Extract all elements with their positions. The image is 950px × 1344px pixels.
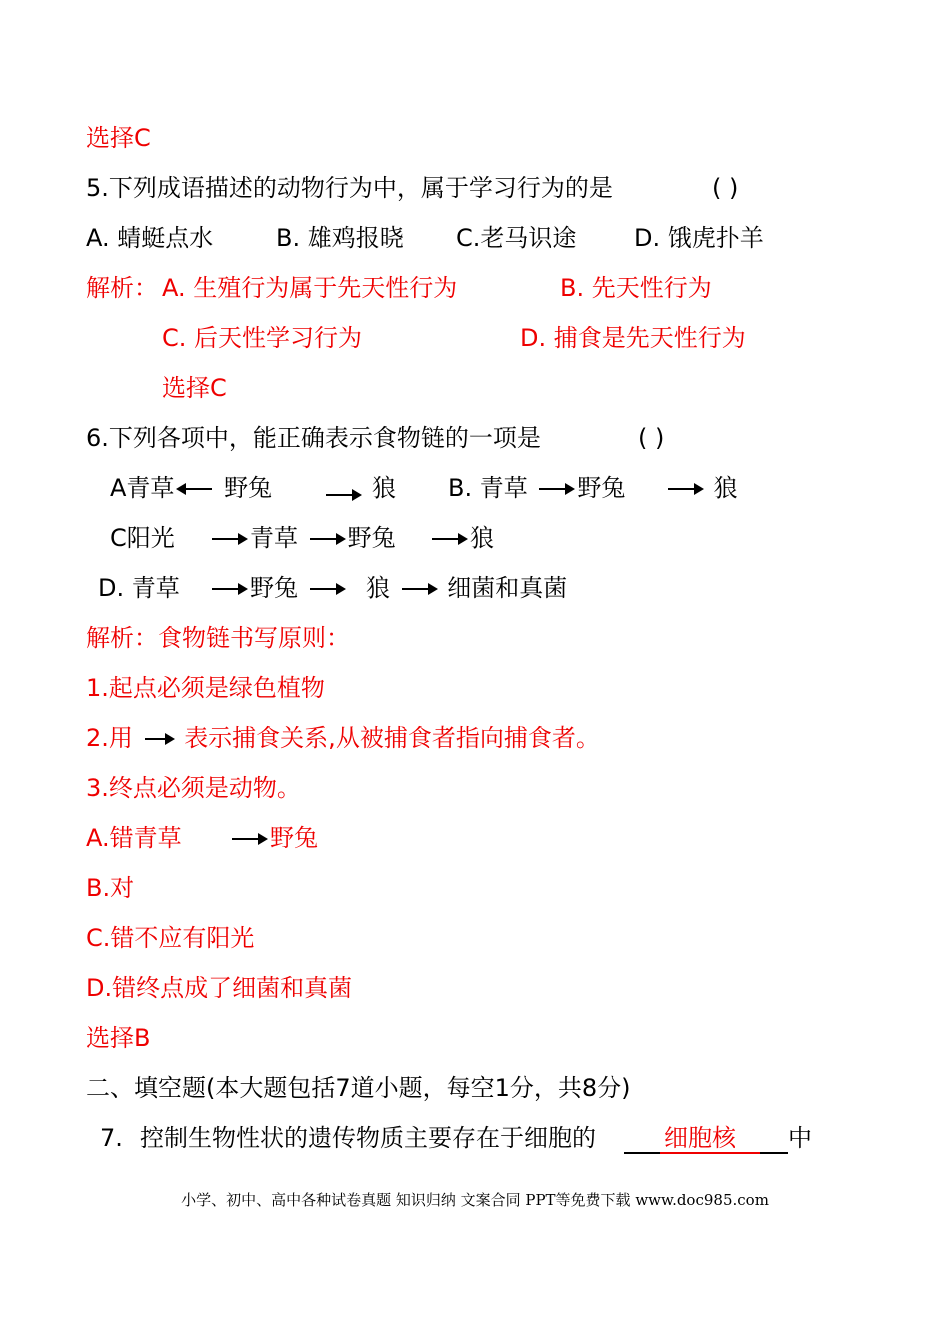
q6-judge-a	[86, 823, 182, 853]
q6-judge-d: D.错终点成了细菌和真菌	[86, 974, 353, 1002]
q5-option-c: C.老马识途	[456, 224, 577, 252]
q6-c-item2: 青草	[250, 524, 298, 552]
q6-answer: 选择B	[86, 1024, 151, 1052]
q6-option-a	[110, 473, 272, 503]
blank-underline	[624, 1126, 660, 1154]
q7-answer: 细胞核	[660, 1124, 760, 1154]
right-arrow-icon	[402, 588, 436, 590]
q6-d-label: D. 青草	[98, 574, 180, 602]
right-arrow-icon	[539, 488, 573, 490]
q6-answer-paren: ( )	[638, 424, 665, 452]
q6-d-item4: 细菌和真菌	[447, 574, 568, 602]
q6-b-label: B. 青草	[448, 474, 528, 502]
section-heading: 二、填空题(本大题包括7道小题，每空1分，共8分)	[86, 1074, 631, 1102]
q5-stem: 5.下列成语描述的动物行为中，属于学习行为的是	[86, 174, 613, 202]
q6-d-tail	[366, 573, 567, 603]
q5-explanation-d: D. 捕食是先天性行为	[520, 324, 746, 352]
q6-judge-a-tail	[228, 823, 318, 853]
q6-rule-2-prefix: 2.用	[86, 724, 133, 752]
q6-option-b	[448, 473, 625, 503]
q5-answer-paren: ( )	[712, 174, 739, 202]
q6-rule-2-text: 表示捕食关系,从被捕食者指向捕食者。	[184, 724, 600, 752]
q6-judge-a-prefix: A.错青草	[86, 824, 182, 852]
q6-judge-a-post: 野兔	[270, 824, 318, 852]
q7-blank	[624, 1123, 812, 1154]
q6-a-item2: 野兔	[224, 474, 273, 502]
right-arrow-icon	[310, 588, 344, 590]
q7-number: 7.	[100, 1124, 123, 1152]
q5-option-a: A. 蜻蜓点水	[86, 224, 214, 252]
right-arrow-icon	[322, 479, 364, 509]
q7-tail: 中	[788, 1124, 812, 1152]
q6-rule-2	[86, 723, 600, 753]
right-arrow-icon	[212, 538, 246, 540]
q6-b-item2: 野兔	[577, 474, 626, 502]
q7-stem: 控制生物性状的遗传物质主要存在于细胞的	[140, 1124, 596, 1152]
q6-c-item3: 野兔	[347, 524, 396, 552]
blank-underline	[760, 1126, 788, 1154]
q6-b-item3: 狼	[713, 474, 738, 502]
q4-answer: 选择C	[86, 124, 151, 152]
page-footer: 小学、初中、高中各种试卷真题 知识归纳 文案合同 PPT等免费下载 www.doc985.com	[181, 1191, 769, 1209]
q5-option-d: D. 饿虎扑羊	[634, 224, 764, 252]
right-arrow-icon	[668, 488, 702, 490]
q6-a-item3: 狼	[372, 474, 396, 502]
q5-answer: 选择C	[162, 374, 227, 402]
right-arrow-icon	[212, 588, 246, 590]
q5-explanation-label: 解析：	[86, 274, 158, 302]
q6-stem: 6.下列各项中，能正确表示食物链的一项是	[86, 424, 541, 452]
right-arrow-icon	[310, 538, 344, 540]
q6-b-tail	[664, 473, 738, 503]
q6-option-c	[208, 523, 396, 553]
q5-explanation-b: B. 先天性行为	[560, 274, 712, 302]
q5-explanation-c: C. 后天性学习行为	[162, 324, 363, 352]
q6-rule-1: 1.起点必须是绿色植物	[86, 674, 325, 702]
q6-d-item2: 野兔	[250, 574, 298, 602]
q5-option-b: B. 雄鸡报晓	[276, 224, 404, 252]
q6-c-label: C阳光	[110, 524, 175, 552]
right-arrow-icon	[232, 838, 266, 840]
q6-explanation-title: 解析：食物链书写原则：	[86, 624, 350, 652]
q6-judge-b: B.对	[86, 874, 135, 902]
left-arrow-icon	[178, 488, 212, 490]
q5-explanation-a: A. 生殖行为属于先天性行为	[162, 274, 458, 302]
right-arrow-icon	[432, 538, 466, 540]
q6-c-tail	[428, 523, 494, 553]
q6-rule-3: 3.终点必须是动物。	[86, 774, 301, 802]
right-arrow-icon	[145, 738, 173, 740]
q6-c-item4: 狼	[470, 524, 494, 552]
q6-a-label: A青草	[110, 474, 175, 502]
q6-judge-c: C.错不应有阳光	[86, 924, 255, 952]
q6-d-item3: 狼	[366, 574, 390, 602]
q6-option-d	[208, 573, 348, 603]
